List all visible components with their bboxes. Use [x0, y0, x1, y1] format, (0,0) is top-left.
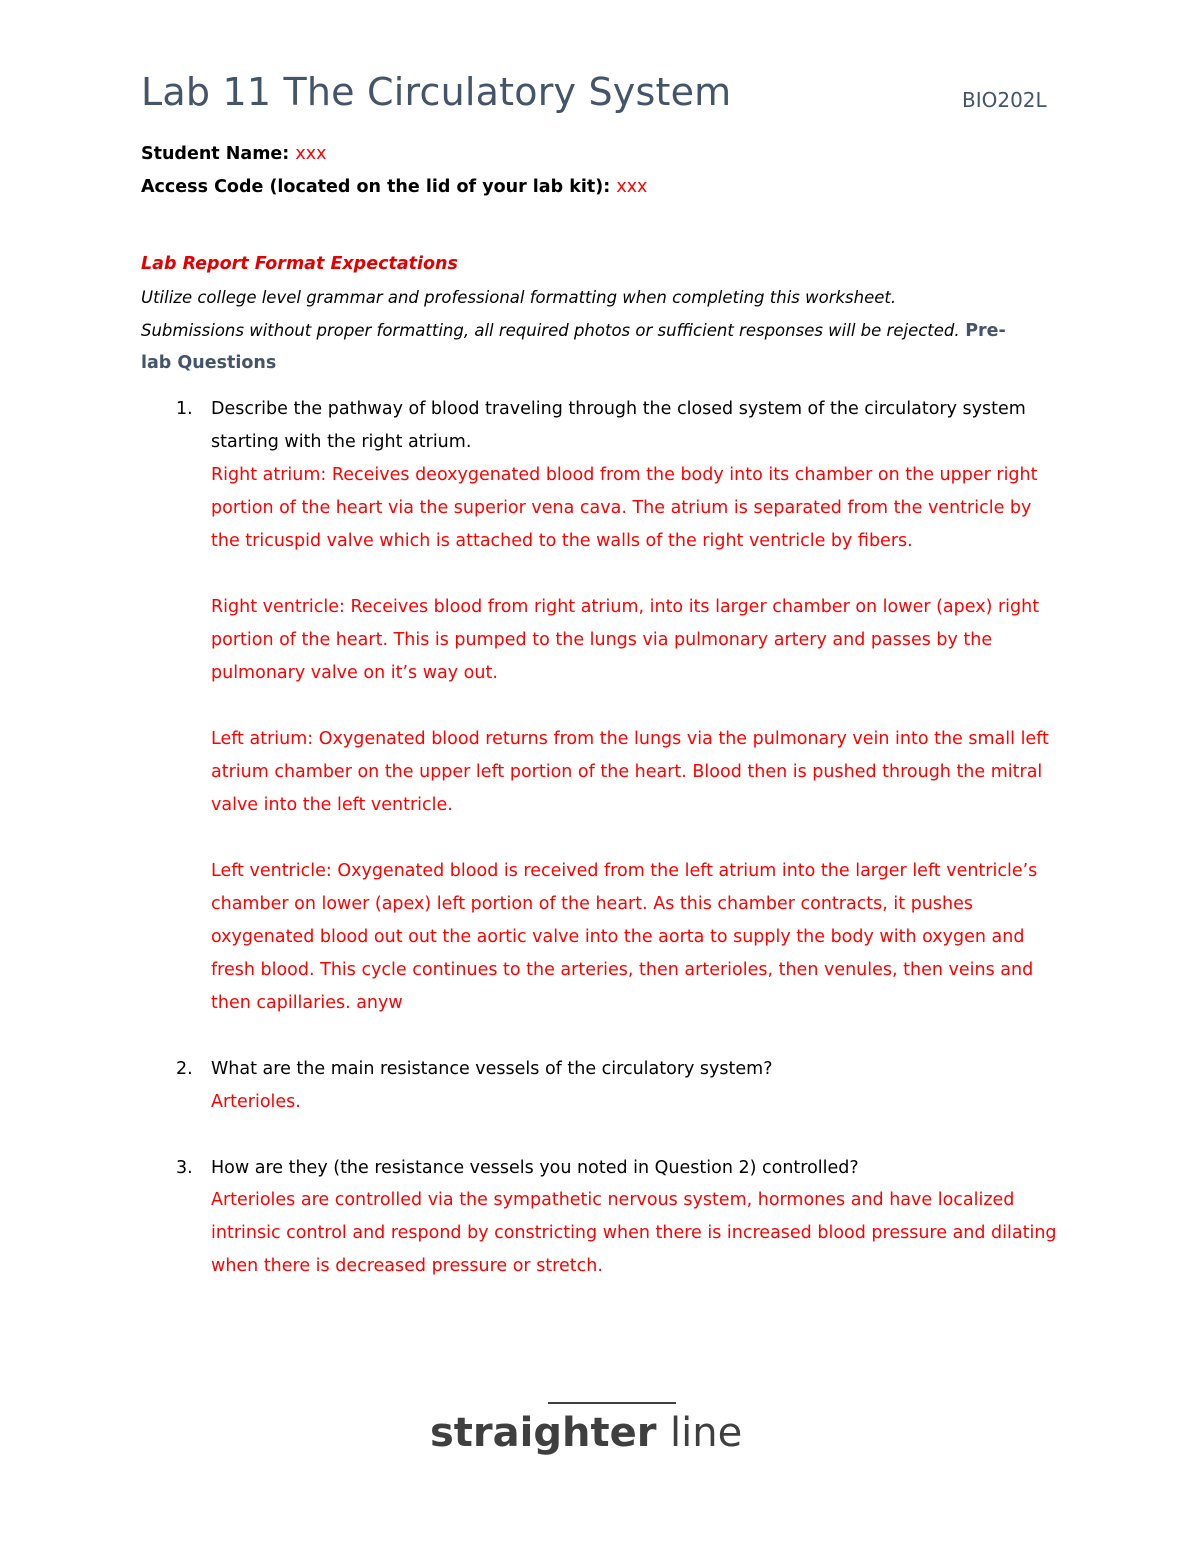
format-line-2: Submissions without proper formatting, all required photos or sufficient responses will be rejected. — [141, 321, 960, 340]
answer-line: Right ventricle: Receives blood from right atrium, into its larger chamber on lower (apex) right — [211, 597, 1040, 617]
answer-line: atrium chamber on the upper left portion of the heart. Blood then is pushed through the mitral — [211, 762, 1043, 782]
question-text-line: How are they (the resistance vessels you noted in Question 2) controlled? — [211, 1158, 859, 1178]
question-number: 3. — [176, 1158, 193, 1178]
answer-line: Left atrium: Oxygenated blood returns from the lungs via the pulmonary vein into the small left — [211, 729, 1049, 749]
answer-line: pulmonary valve on it’s way out. — [211, 663, 498, 683]
answer-line: fresh blood. This cycle continues to the arteries, then arterioles, then venules, then veins and — [211, 960, 1034, 980]
answer-line: then capillaries. anyw — [211, 993, 403, 1013]
answer-line: oxygenated blood out out the aortic valve into the aorta to supply the body with oxygen and — [211, 927, 1025, 947]
answer-line: when there is decreased pressure or stretch. — [211, 1256, 603, 1276]
answer-line: Arterioles are controlled via the sympathetic nervous system, hormones and have localized — [211, 1190, 1015, 1210]
access-code-line — [141, 177, 647, 197]
answer-line: intrinsic control and respond by constricting when there is increased blood pressure and dilating — [211, 1223, 1057, 1243]
answer-line: the tricuspid valve which is attached to the walls of the right ventricle by fibers. — [211, 531, 913, 551]
student-name-label: Student Name: — [141, 144, 290, 164]
question-text-line: Describe the pathway of blood traveling through the closed system of the circulatory system — [211, 399, 1026, 419]
question-text-line: What are the main resistance vessels of the circulatory system? — [211, 1059, 773, 1079]
answer-line: portion of the heart via the superior vena cava. The atrium is separated from the ventricle by — [211, 498, 1032, 518]
page-title: Lab 11 The Circulatory System — [141, 70, 732, 114]
course-code: BIO202L — [962, 88, 1047, 112]
answer-line: valve into the left ventricle. — [211, 795, 453, 815]
format-line-1: Utilize college level grammar and professional formatting when completing this worksheet. — [141, 288, 897, 307]
format-heading: Lab Report Format Expectations — [141, 254, 458, 274]
question-number: 1. — [176, 399, 193, 419]
answer-line: chamber on lower (apex) left portion of the heart. As this chamber contracts, it pushes — [211, 894, 973, 914]
logo-text-light: line — [670, 1410, 743, 1456]
answer-line: Right atrium: Receives deoxygenated blood from the body into its chamber on the upper right — [211, 465, 1038, 485]
format-line-2-wrap — [141, 321, 1006, 341]
straighterline-logo — [430, 1400, 760, 1460]
logo-text-bold: straighter — [430, 1410, 657, 1456]
question-number: 2. — [176, 1059, 193, 1079]
access-code-label: Access Code (located on the lid of your lab kit): — [141, 177, 611, 197]
answer-line: Left ventricle: Oxygenated blood is received from the left atrium into the larger left ventricle’s — [211, 861, 1038, 881]
prelab-heading-part1: Pre- — [965, 321, 1006, 341]
question-text-line: starting with the right atrium. — [211, 432, 472, 452]
prelab-heading-part2: lab Questions — [141, 353, 277, 373]
answer-line: Arterioles. — [211, 1092, 301, 1112]
access-code-value: xxx — [616, 177, 648, 197]
student-name-line — [141, 144, 326, 164]
answer-line: portion of the heart. This is pumped to the lungs via pulmonary artery and passes by the — [211, 630, 993, 650]
student-name-value: xxx — [295, 144, 327, 164]
